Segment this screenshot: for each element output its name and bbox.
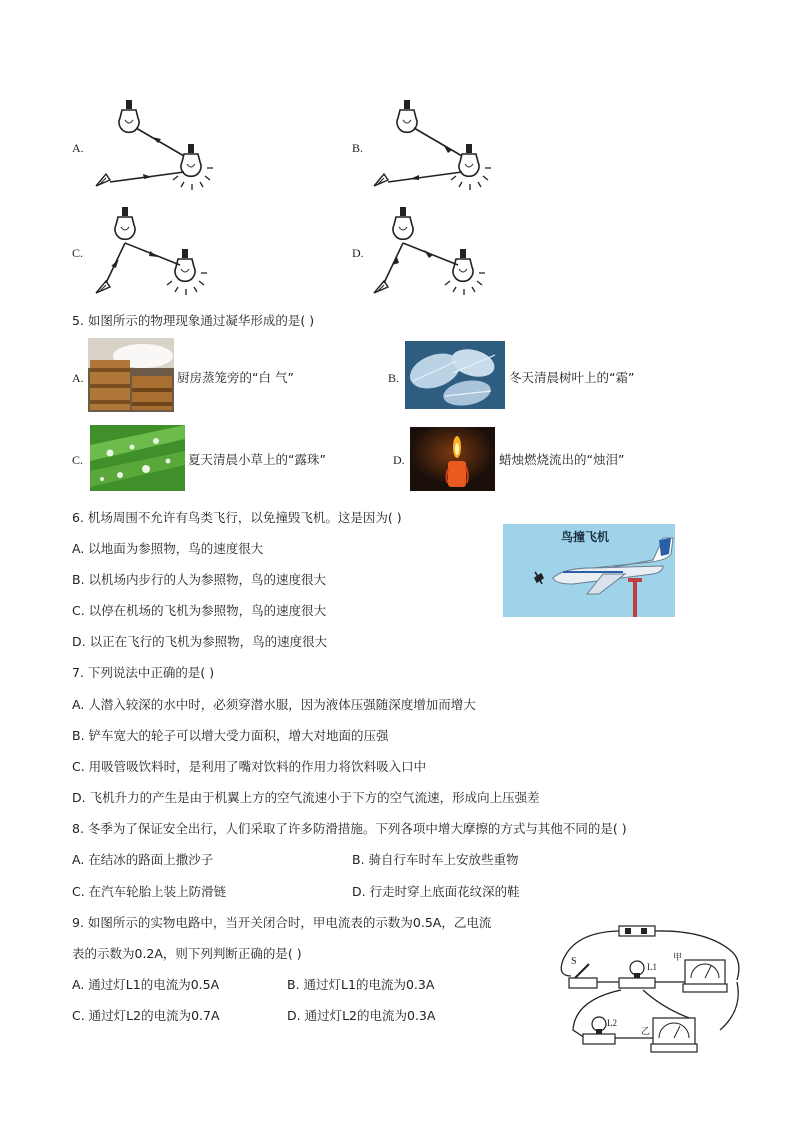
bulb-icon — [115, 207, 135, 239]
lit-bulb-icon — [173, 144, 213, 190]
q6-option-b: B. 以机场内步行的人为参照物，鸟的速度很大 — [72, 572, 327, 587]
bulb-icon — [393, 207, 413, 239]
lit-bulb-icon — [167, 249, 207, 295]
lamp1-label: L1 — [647, 962, 657, 972]
q5-option-b-text: 冬天清晨树叶上的“霜” — [509, 370, 635, 385]
battery-icon — [619, 926, 655, 936]
q5-option-d-letter: D. — [393, 453, 405, 467]
meter1-label: 甲 — [673, 953, 683, 963]
steamer-photo — [88, 338, 174, 412]
ammeter-jia-icon — [683, 960, 727, 992]
q8-option-b: B. 骑自行车时车上安放些重物 — [352, 852, 519, 867]
eye-icon — [374, 174, 388, 186]
switch-label: S — [571, 956, 577, 967]
q4-options — [0, 0, 794, 300]
circuit-diagram — [555, 920, 745, 1060]
q8-option-c: C. 在汽车轮胎上装上防滑链 — [72, 884, 227, 899]
q4-diagram-b — [370, 98, 500, 198]
lit-bulb-icon — [451, 144, 491, 190]
bird-strike-image — [503, 524, 675, 617]
q7-option-c: C. 用吸管吸饮料时，是利用了嘴对饮料的作用力将饮料吸入口中 — [72, 759, 427, 774]
q4-option-a-label: A. — [72, 141, 84, 155]
q7-option-a: A. 人潜入较深的水中时，必须穿潜水服，因为液体压强随深度增加而增大 — [72, 697, 476, 712]
lamp2-label: L2 — [607, 1018, 617, 1028]
meter2-label: 乙 — [641, 1027, 651, 1037]
eye-icon — [374, 281, 388, 293]
q8-option-a: A. 在结冰的路面上撒沙子 — [72, 852, 214, 867]
q9-option-c: C. 通过灯L2的电流为0.7A — [72, 1008, 220, 1023]
q9-option-b: B. 通过灯L1的电流为0.3A — [287, 977, 435, 992]
q8-option-d: D. 行走时穿上底面花纹深的鞋 — [352, 884, 520, 899]
switch-icon — [569, 964, 597, 988]
q9-option-a: A. 通过灯L1的电流为0.5A — [72, 977, 220, 992]
q9-stem-line2: 表的示数为0.2A，则下列判断正确的是( ) — [72, 946, 302, 961]
q7-stem: 7. 下列说法中正确的是( ) — [72, 665, 215, 680]
candle-photo — [410, 427, 495, 491]
q5-stem: 5. 如图所示的物理现象通过凝华形成的是( ) — [72, 313, 315, 328]
q5-option-c-letter: C. — [72, 453, 84, 467]
q4-diagram-c — [92, 205, 222, 305]
q6-option-c: C. 以停在机场的飞机为参照物，鸟的速度很大 — [72, 603, 327, 618]
q6-option-d: D. 以正在飞行的飞机为参照物，鸟的速度很大 — [72, 634, 328, 649]
dew-grass-photo — [90, 425, 185, 491]
q6-option-a: A. 以地面为参照物，鸟的速度很大 — [72, 541, 264, 556]
q7-option-b: B. 铲车宽大的轮子可以增大受力面积，增大对地面的压强 — [72, 728, 389, 743]
q5-option-c-text: 夏天清晨小草上的“露珠” — [188, 452, 326, 467]
q4-option-d-label: D. — [352, 246, 364, 260]
bulb-icon — [119, 100, 139, 132]
q5-option-d-text: 蜡烛燃烧流出的“烛泪” — [499, 452, 625, 467]
frost-leaves-photo — [405, 341, 505, 409]
airplane-icon — [503, 524, 675, 617]
eye-icon — [96, 281, 110, 293]
q8-stem: 8. 冬季为了保证安全出行，人们采取了许多防滑措施。下列各项中增大摩擦的方式与其他不同的是( ) — [72, 821, 627, 836]
q5-option-a-text: 厨房蒸笼旁的“白 气” — [177, 370, 294, 385]
q7-option-d: D. 飞机升力的产生是由于机翼上方的空气流速小于下方的空气流速，形成向上压强差 — [72, 790, 540, 805]
q9-stem-line1: 9. 如图所示的实物电路中，当开关闭合时，甲电流表的示数为0.5A，乙电流 — [72, 915, 492, 930]
q4-option-b-label: B. — [352, 141, 364, 155]
bird-strike-caption: 鸟撞飞机 — [561, 530, 610, 544]
q5-option-b-letter: B. — [388, 371, 400, 385]
circuit-wiring — [555, 920, 745, 1060]
ammeter-yi-icon — [651, 1018, 697, 1052]
eye-icon — [96, 174, 110, 186]
q5-option-a-letter: A. — [72, 371, 84, 385]
bulb-icon — [397, 100, 417, 132]
q9-option-d: D. 通过灯L2的电流为0.3A — [287, 1008, 436, 1023]
q4-diagram-a — [92, 98, 222, 198]
q6-stem: 6. 机场周围不允许有鸟类飞行，以免撞毁飞机。这是因为( ) — [72, 510, 402, 525]
q4-diagram-d — [370, 205, 500, 305]
q4-option-c-label: C. — [72, 246, 84, 260]
lit-bulb-icon — [445, 249, 485, 295]
